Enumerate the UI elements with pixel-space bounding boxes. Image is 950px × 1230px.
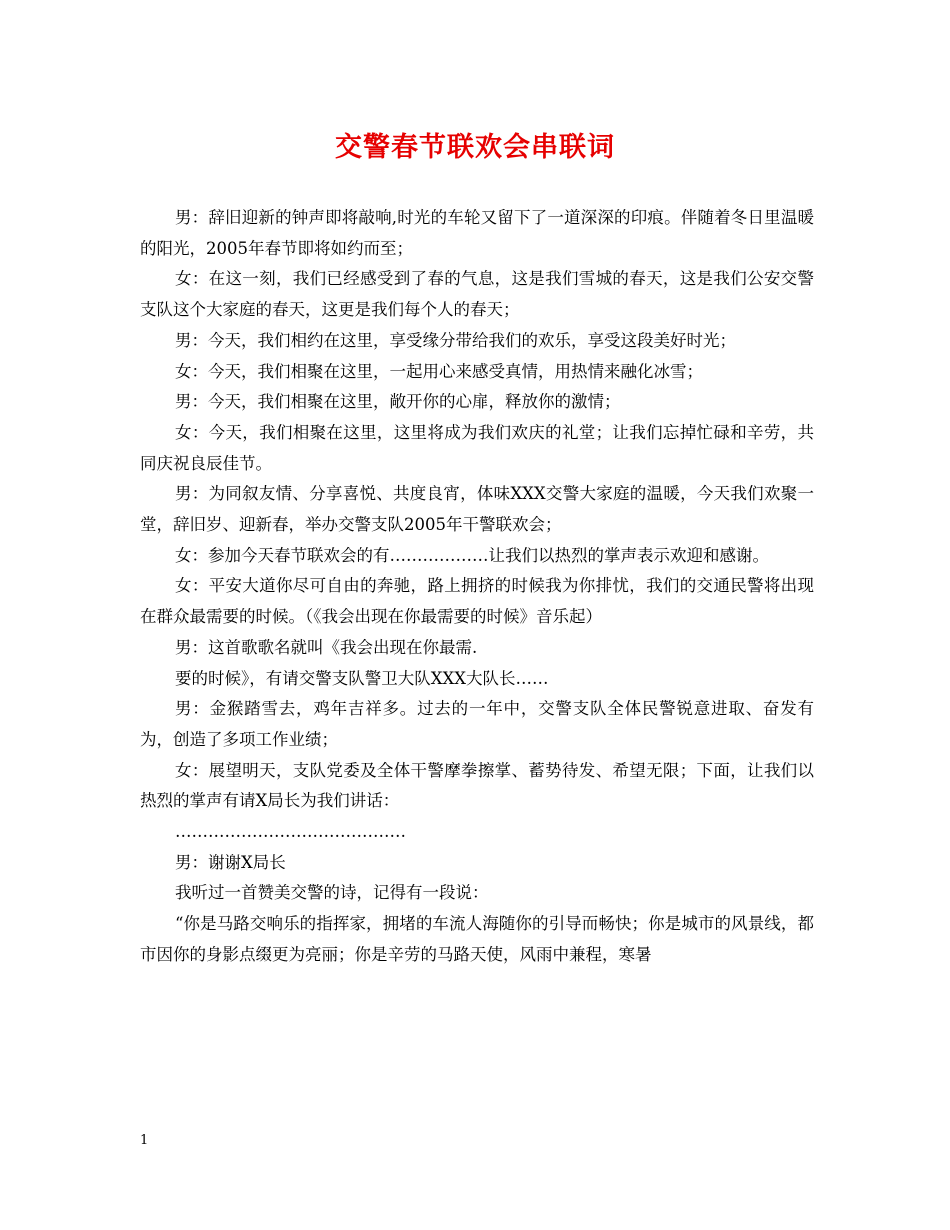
- ellipsis-line: ……………………………………: [175, 822, 406, 842]
- document-body: [140, 203, 814, 971]
- paragraph: 女：展望明天，支队党委及全体干警摩拳擦掌、蓄势待发、希望无限；下面，让我们以热烈的掌声有请X局长为我们讲话：: [140, 760, 814, 811]
- paragraph: 女：平安大道你尽可自由的奔驰，路上拥挤的时候我为你排忧，我们的交通民警将出现在群众最需要的时候。（《我会出现在你最需要的时候》音乐起）: [140, 576, 814, 627]
- paragraph: 女：参加今天春节联欢会的有………………让我们以热烈的掌声表示欢迎和感谢。: [175, 545, 769, 565]
- paragraph: 男：今天，我们相聚在这里，敞开你的心扉，释放你的激情；: [175, 392, 621, 412]
- paragraph: 我听过一首赞美交警的诗，记得有一段说：: [175, 883, 489, 903]
- paragraph: 女：在这一刻，我们已经感受到了春的气息，这是我们雪城的春天，这是我们公安交警支队这个大家庭的春天，这更是我们每个人的春天；: [140, 269, 814, 320]
- document-title: 交警春节联欢会串联词: [335, 132, 615, 163]
- paragraph: “你是马路交响乐的指挥家，拥堵的车流人海随你的引导而畅快；你是城市的风景线，都市因你的身影点缀更为亮丽；你是辛劳的马路天使，风雨中兼程，寒暑: [140, 914, 814, 964]
- paragraph: 男：这首歌歌名就叫《我会出现在你最需.: [175, 637, 478, 657]
- page-number: 1: [140, 1133, 149, 1148]
- paragraph: 要的时候》，有请交警支队警卫大队XXX大队长……: [175, 668, 549, 688]
- paragraph: 男：谢谢X局长: [175, 852, 286, 872]
- paragraph: 女：今天，我们相聚在这里，这里将成为我们欢庆的礼堂；让我们忘掉忙碌和辛劳，共同庆祝良辰佳节。: [140, 422, 814, 473]
- paragraph: 男：辞旧迎新的钟声即将敲响,时光的车轮又留下了一道深深的印痕。伴随着冬日里温暖的阳光，2005年春节即将如约而至；: [140, 208, 814, 258]
- paragraph: 男：今天，我们相约在这里，享受缘分带给我们的欢乐，享受这段美好时光；: [175, 330, 736, 350]
- paragraph: 女：今天，我们相聚在这里，一起用心来感受真情，用热情来融化冰雪；: [175, 361, 703, 381]
- paragraph: 男：为同叙友情、分享喜悦、共度良宵，体味XXX交警大家庭的温暖，今天我们欢聚一堂，辞旧岁、迎新春，举办交警支队2005年干警联欢会；: [140, 484, 814, 535]
- paragraph: 男：金猴踏雪去，鸡年吉祥多。过去的一年中，交警支队全体民警锐意进取、奋发有为，创造了多项工作业绩；: [140, 699, 814, 749]
